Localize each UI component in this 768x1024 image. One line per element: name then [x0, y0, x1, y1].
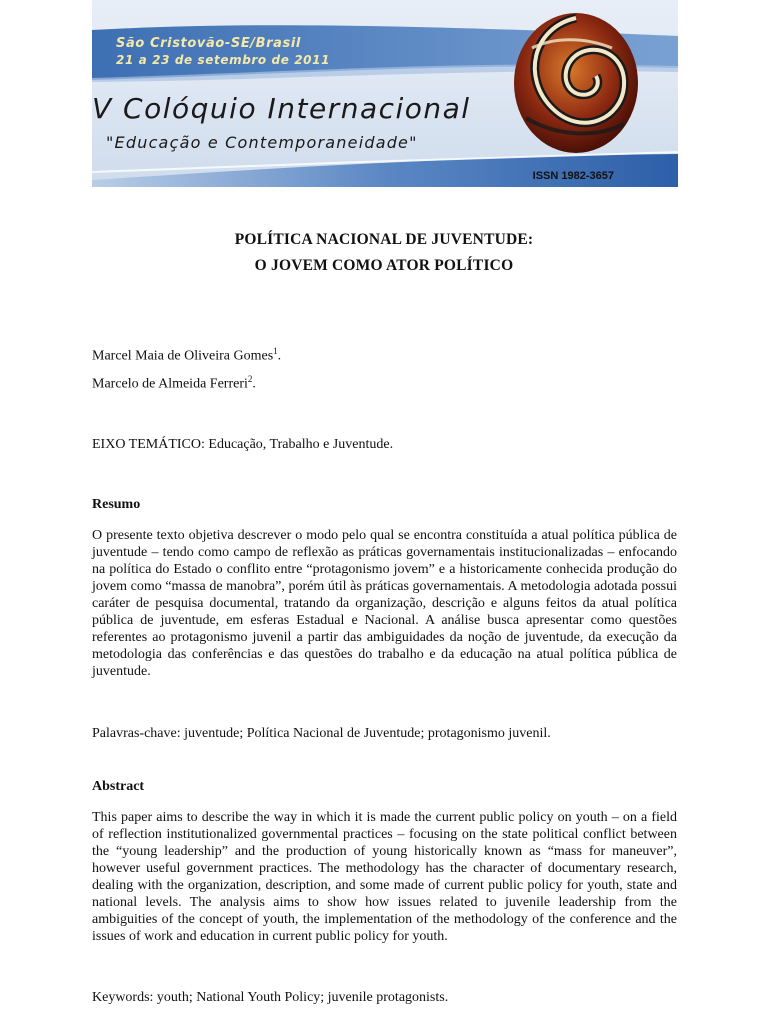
author-2-footnote[interactable]: 2 — [247, 374, 253, 384]
author-2-name: Marcelo de Almeida Ferreri — [92, 376, 248, 392]
author-1-end: . — [277, 348, 282, 364]
abstract-keywords: Keywords: youth; National Youth Policy; juvenile protagonists. — [92, 990, 449, 1005]
resumo-text: O presente texto objetiva descrever o modo pelo qual se encontra constituída a atual política pública de juventude – tendo como campo de reflexão as práticas governamentais institucionalizadas – enfocando na política do Estado o conflito entre “protagonismo jovem” e a historicamente conhecida produção do jovem como “massa de manobra”, porém útil às práticas governamentais. A metodologia adotada possui caráter de pesquisa documental, tratando da organização, descrição e alguns feitos da atual política pública de juventude, em esferas Estadual e Nacional. A análise busca apresentar como questões referentes ao protagonismo juvenil a partir das ambiguidades da noção de juventude, da execução da metodologia das conferências e das questões do trabalho e da educação na atual política pública de juventude. — [92, 528, 677, 679]
author-1-name: Marcel Maia de Oliveira Gomes — [92, 348, 274, 364]
banner-subtitle: "Educação e Contemporaneidade" — [106, 133, 418, 152]
eixo-tematico: EIXO TEMÁTICO: Educação, Trabalho e Juventude. — [92, 437, 394, 452]
conference-banner — [92, 0, 678, 187]
spiral-globe-logo — [512, 8, 640, 158]
resumo-heading: Resumo — [92, 497, 141, 512]
author-2 — [92, 371, 256, 393]
author-1 — [92, 343, 281, 365]
banner-issn: ISSN 1982-3657 — [532, 170, 614, 182]
banner-dates: 21 a 23 de setembro de 2011 — [116, 53, 331, 67]
abstract-heading: Abstract — [92, 779, 145, 794]
abstract-text: This paper aims to describe the way in which it is made the current public policy on youth – on a field of reflection institutionalized governmental practices – focusing on the state political conflict between the “young leadership” and the production of young historically known as “mass for maneuver”, however useful government practices. The methodology has the character of documentary research, dealing with the organization, description, and some made of current public policy for youth, state and national levels. The analysis aims to show how issues related to juvenile leadership from the ambiguities of the concept of youth, the implementation of the methodology of the conference and the issues of work and education in current public policy for youth. — [92, 810, 677, 944]
paper-title-line-1: POLÍTICA NACIONAL DE JUVENTUDE: — [234, 231, 534, 248]
resumo-keywords: Palavras-chave: juventude; Política Nacional de Juventude; protagonismo juvenil. — [92, 726, 551, 741]
author-1-footnote[interactable]: 1 — [273, 346, 278, 356]
paper-title-line-2: O JOVEM COMO ATOR POLÍTICO — [254, 257, 514, 274]
banner-place: São Cristovão-SE/Brasil — [116, 36, 301, 51]
author-2-end: . — [252, 376, 256, 392]
banner-title: V Colóquio Internacional — [92, 92, 471, 125]
